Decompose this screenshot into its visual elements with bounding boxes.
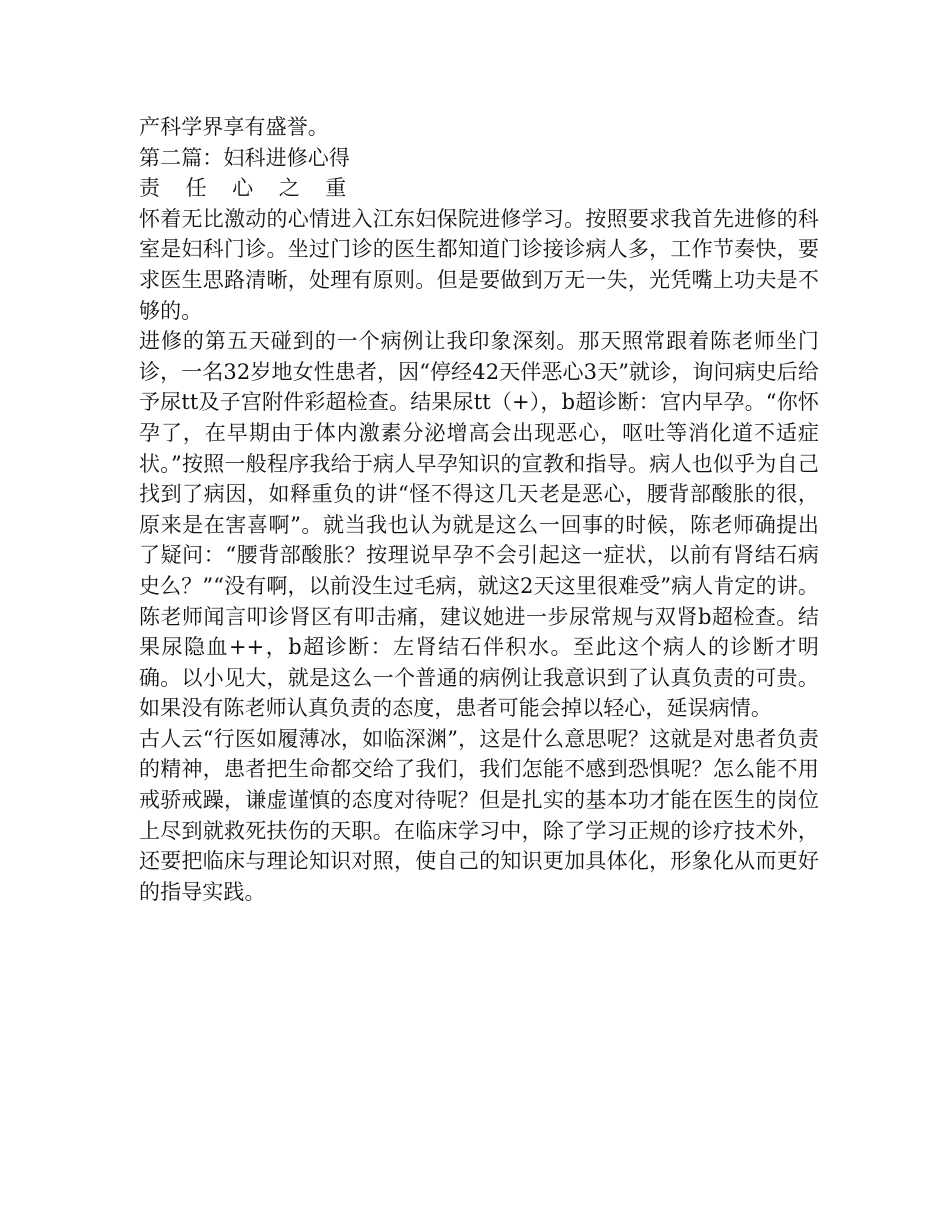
paragraph-case: 进修的第五天碰到的一个病例让我印象深刻。那天照常跟着陈老师坐门诊，一名32岁地女性患者，因“停经42天伴恶心3天”就诊，询问病史后给予尿tt及子宫附件彩超检查。结果尿tt（+），b超诊断：宫内早孕。“你怀孕了，在早期由于体内激素分泌增高会出现恶心，呕吐等消化道不适症状。”按照一般程序我给于病人早孕知识的宣教和指导。病人也似乎为自己找到了病因，如释重负的讲“怪不得这几天老是恶心，腰背部酸胀的很，原来是在害喜啊”。就当我也认为就是这么一回事的时候，陈老师确提出了疑问：“腰背部酸胀？按理说早孕不会引起这一症状，以前有肾结石病史么？”“没有啊，以前没生过毛病，就这2天这里很难受”病人肯定的讲。陈老师闻言叩诊肾区有叩击痛，建议她进一步尿常规与双肾b超检查。结果尿隐血++，b超诊断：左肾结石伴积水。至此这个病人的诊断才明确。以小见大，就是这么一个普通的病例让我意识到了认真负责的可贵。如果没有陈老师认真负责的态度，患者可能会掉以轻心，延误病情。 xyxy=(139,329,819,721)
document-page xyxy=(139,112,819,907)
paragraph-reflection: 古人云“行医如履薄冰，如临深渊”，这是什么意思呢？这就是对患者负责的精神，患者把生命都交给了我们，我们怎能不感到恐惧呢？怎么能不用戒骄戒躁，谦虚谨慎的态度对待呢？但是扎实的基本功才能在医生的岗位上尽到就救死扶伤的天职。在临床学习中，除了学习正规的诊疗技术外，还要把临床与理论知识对照，使自己的知识更加具体化，形象化从而更好的指导实践。 xyxy=(139,726,819,904)
section-subheading: 责 任 心 之 重 xyxy=(139,176,356,201)
section-heading: 第二篇：妇科进修心得 xyxy=(139,145,350,170)
continued-text-line: 产科学界享有盛誉。 xyxy=(139,115,329,139)
paragraph-intro: 怀着无比激动的心情进入江东妇保院进修学习。按照要求我首先进修的科室是妇科门诊。坐过门诊的医生都知道门诊接诊病人多，工作节奏快，要求医生思路清晰，处理有原则。但是要做到万无一失，光凭嘴上功夫是不够的。 xyxy=(139,206,819,323)
